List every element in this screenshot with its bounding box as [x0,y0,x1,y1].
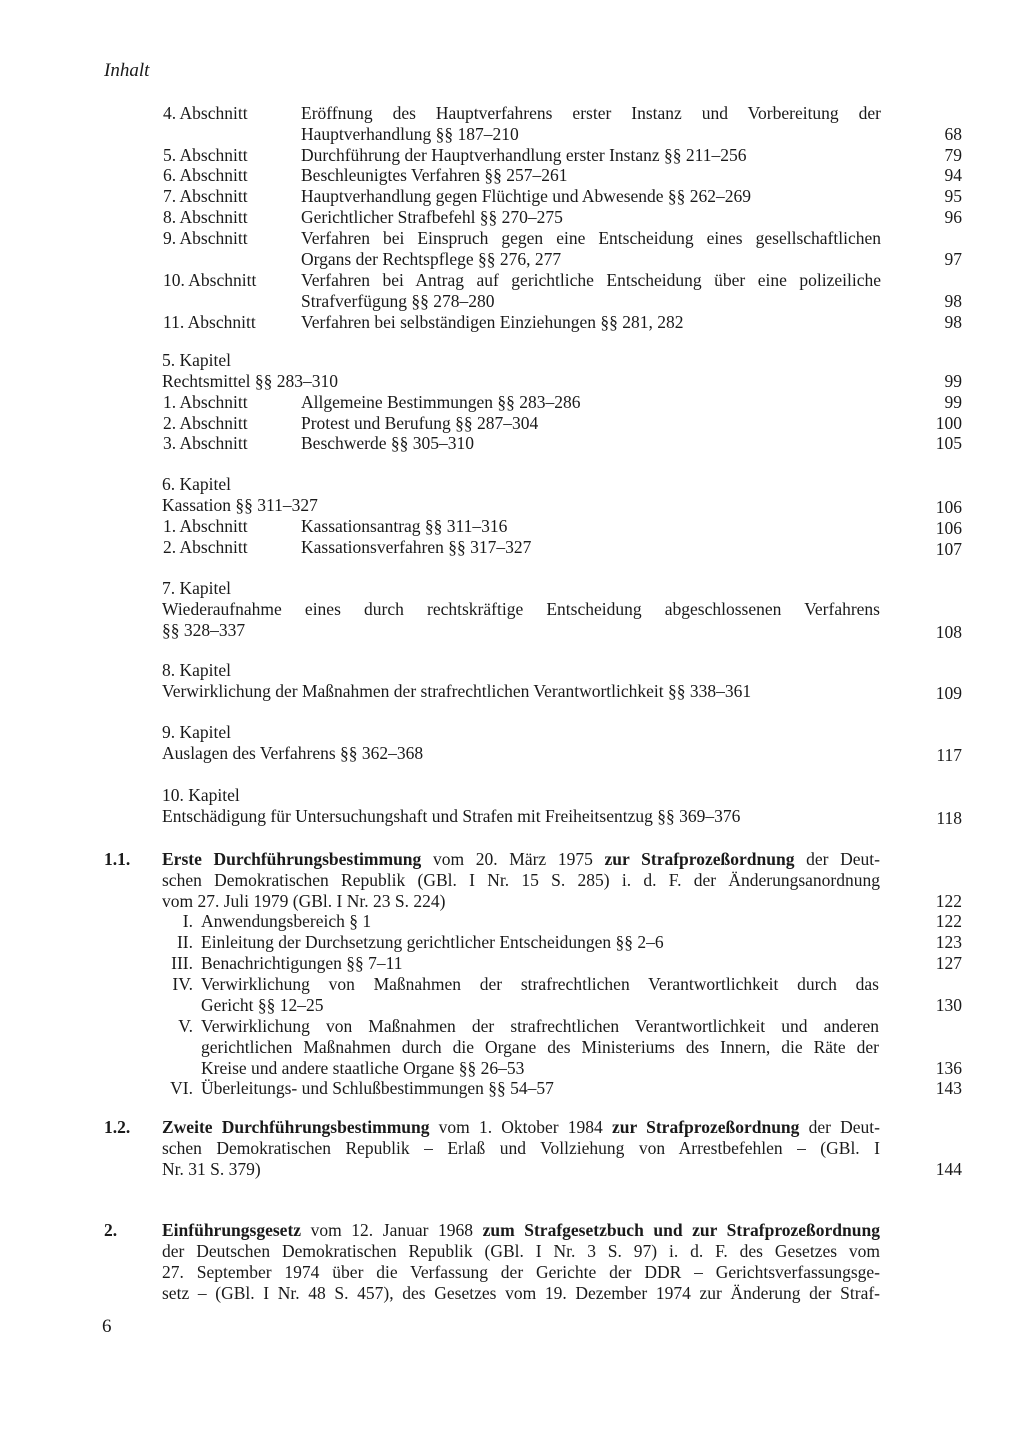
entry-text: Benachrichtigungen §§ 7–11 [201,953,403,973]
section-title-line: Einführungsgesetz vom 12. Januar 1968 zum Strafgesetzbuch und zur Strafprozeßordnung [162,1220,880,1240]
entry-text: Anwendungsbereich § 1 [201,911,372,931]
page-ref: 95 [944,186,962,206]
section-label: 5. Abschnitt [163,145,248,165]
page-ref: 130 [935,995,962,1015]
entry-text: Verfahren bei Antrag auf gerichtliche Entscheidung über eine polizeiliche [301,270,881,290]
entry-text: Organs der Rechtspflege §§ 276, 277 [301,249,562,269]
entry-text: Verfahren bei selbständigen Einziehungen §§ 281, 282 [301,312,684,332]
section-title-line: der Deutschen Demokratischen Republik (GBl. I Nr. 3 S. 97) i. d. F. des Gesetzes vom [162,1241,880,1261]
chapter-heading: 10. Kapitel [162,785,240,805]
chapter-title: Wiederaufnahme eines durch rechtskräftige Entscheidung abgeschlossenen Verfahrens [162,599,880,619]
chapter-title: Verwirklichung der Maßnahmen der strafrechtlichen Verantwortlichkeit §§ 338–361 [162,681,752,701]
roman-numeral: III. [171,953,193,973]
chapter-title: Auslagen des Verfahrens §§ 362–368 [162,743,424,763]
page-ref: 79 [944,145,962,165]
section-label: 2. Abschnitt [163,537,248,557]
page-number: 6 [102,1316,112,1337]
entry-text: Überleitungs- und Schlußbestimmungen §§ 54–57 [201,1078,554,1098]
page-ref: 96 [944,207,962,227]
entry-text: Durchführung der Hauptverhandlung erster Instanz §§ 211–256 [301,145,747,165]
page-ref: 94 [944,165,962,185]
entry-text: Allgemeine Bestimmungen §§ 283–286 [301,392,581,412]
page-ref: 127 [935,953,962,973]
section-title-line: Zweite Durchführungsbestimmung vom 1. Oktober 1984 zur Strafprozeßordnung der Deut- [162,1117,880,1137]
page-ref: 122 [935,891,962,911]
section-label: 2. Abschnitt [163,413,248,433]
section-title-line: schen Demokratischen Republik (GBl. I Nr. 15 S. 285) i. d. F. der Änderungsanordnung [162,870,880,890]
section-number: 1.2. [104,1117,131,1137]
entry-text: Strafverfügung §§ 278–280 [301,291,495,311]
roman-numeral: IV. [172,974,193,994]
page-ref: 144 [935,1159,962,1179]
chapter-heading: 9. Kapitel [162,722,232,742]
roman-numeral: II. [176,932,193,952]
page-ref: 106 [935,497,962,517]
section-label: 7. Abschnitt [163,186,248,206]
page-header: Inhalt [104,60,150,81]
section-label: 1. Abschnitt [163,392,248,412]
entry-text: Einleitung der Durchsetzung gerichtlicher Entscheidungen §§ 2–6 [201,932,664,952]
entry-text: Hauptverhandlung §§ 187–210 [301,124,519,144]
page-ref: 100 [935,413,962,433]
page-ref: 97 [944,249,962,269]
entry-text: Verwirklichung von Maßnahmen der strafrechtlichen Verantwortlichkeit durch das [201,974,879,994]
page-ref: 68 [944,124,962,144]
page-ref: 122 [935,911,962,931]
section-number: 1.1. [104,849,131,869]
section-label: 10. Abschnitt [163,270,257,290]
entry-text: Hauptverhandlung gegen Flüchtige und Abwesende §§ 262–269 [301,186,752,206]
section-label: 8. Abschnitt [163,207,248,227]
chapter-title: Rechtsmittel §§ 283–310 [162,371,338,391]
section-title-line: Nr. 31 S. 379) [162,1159,261,1179]
section-label: 4. Abschnitt [163,103,248,123]
entry-text: Kreise und andere staatliche Organe §§ 26–53 [201,1058,525,1078]
page-ref: 107 [935,539,962,559]
section-title-line: schen Demokratischen Republik – Erlaß und Vollziehung von Arrestbefehlen – (GBl. I [162,1138,880,1158]
section-label: 6. Abschnitt [163,165,248,185]
entry-text: Kassationsantrag §§ 311–316 [301,516,508,536]
page-ref: 117 [936,745,962,765]
section-label: 11. Abschnitt [163,312,256,332]
page-ref: 98 [944,291,962,311]
page-ref: 136 [935,1058,962,1078]
chapter-title: Entschädigung für Untersuchungshaft und Strafen mit Freiheitsentzug §§ 369–376 [162,806,741,826]
chapter-heading: 8. Kapitel [162,660,232,680]
section-label: 1. Abschnitt [163,516,248,536]
roman-numeral: V. [178,1016,193,1036]
page-ref: 98 [944,312,962,332]
section-label: 3. Abschnitt [163,433,248,453]
section-title-line: vom 27. Juli 1979 (GBl. I Nr. 23 S. 224) [162,891,446,911]
page-ref: 105 [935,433,962,453]
page-ref: 108 [935,622,962,642]
section-label: 9. Abschnitt [163,228,248,248]
chapter-title: Kassation §§ 311–327 [162,495,318,515]
chapter-heading: 6. Kapitel [162,474,232,494]
roman-numeral: VI. [170,1078,193,1098]
roman-numeral: I. [182,911,193,931]
section-title-line: 27. September 1974 über die Verfassung der Gerichte der DDR – Gerichtsverfassungsge- [162,1262,880,1282]
page-ref: 109 [935,683,962,703]
section-number: 2. [104,1220,118,1240]
entry-text: Beschleunigtes Verfahren §§ 257–261 [301,165,568,185]
entry-text: Gerichtlicher Strafbefehl §§ 270–275 [301,207,563,227]
entry-text: Eröffnung des Hauptverfahrens erster Instanz und Vorbereitung der [301,103,881,123]
page-ref: 143 [935,1078,962,1098]
page-ref: 106 [935,518,962,538]
entry-text: Protest und Berufung §§ 287–304 [301,413,539,433]
chapter-heading: 7. Kapitel [162,578,232,598]
page-ref: 99 [944,371,962,391]
entry-text: Kassationsverfahren §§ 317–327 [301,537,532,557]
chapter-title: §§ 328–337 [162,620,246,640]
section-title-line: Erste Durchführungsbestimmung vom 20. März 1975 zur Strafprozeßordnung der Deut- [162,849,880,869]
page-ref: 118 [936,808,962,828]
entry-text: Verwirklichung von Maßnahmen der strafrechtlichen Verantwortlichkeit und anderen [201,1016,879,1036]
chapter-heading: 5. Kapitel [162,350,232,370]
page-ref: 123 [935,932,962,952]
section-title-line: setz – (GBl. I Nr. 48 S. 457), des Gesetzes vom 19. Dezember 1974 zur Änderung der Straf- [162,1283,880,1303]
entry-text: gerichtlichen Maßnahmen durch die Organe des Ministeriums des Innern, die Räte der [201,1037,879,1057]
page-ref: 99 [944,392,962,412]
entry-text: Beschwerde §§ 305–310 [301,433,475,453]
entry-text: Verfahren bei Einspruch gegen eine Entscheidung eines gesellschaftlichen [301,228,881,248]
entry-text: Gericht §§ 12–25 [201,995,324,1015]
